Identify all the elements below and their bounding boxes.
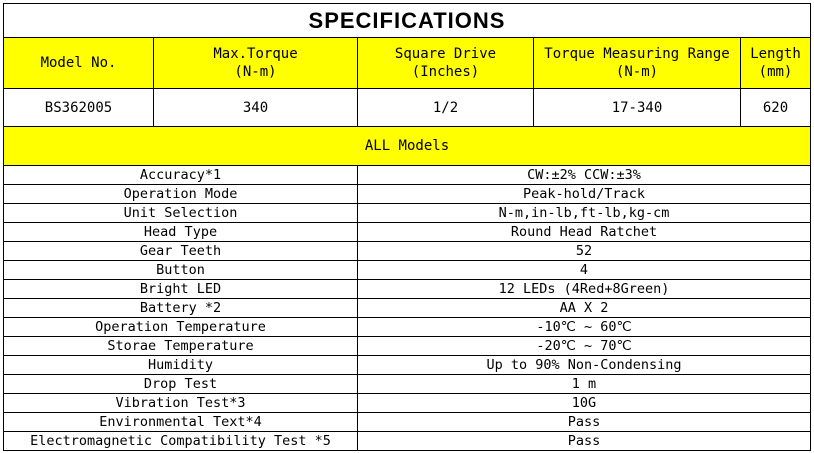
page-title: SPECIFICATIONS (3, 3, 811, 38)
spec-label: Electromagnetic Compatibility Test *5 (3, 431, 358, 451)
all-models-banner: ALL Models (3, 126, 811, 166)
spec-label: Unit Selection (3, 203, 358, 223)
spec-value: 12 LEDs (4Red+8Green) (357, 279, 811, 299)
spec-row (3, 355, 811, 375)
length-cell: 620 (740, 88, 811, 127)
spec-row (3, 393, 811, 413)
spec-value: Round Head Ratchet (357, 222, 811, 242)
spec-label: Operation Mode (3, 184, 358, 204)
torque-range-cell: 17-340 (533, 88, 741, 127)
spec-label: Drop Test (3, 374, 358, 394)
spec-row (3, 203, 811, 223)
max-torque-cell: 340 (153, 88, 358, 127)
spec-label: Environmental Text*4 (3, 412, 358, 432)
spec-label: Operation Temperature (3, 317, 358, 337)
spec-row (3, 222, 811, 242)
spec-value: Peak-hold/Track (357, 184, 811, 204)
model-number-cell: BS362005 (3, 88, 154, 127)
spec-value: AA X 2 (357, 298, 811, 318)
header-length (740, 37, 811, 89)
spec-value: 4 (357, 260, 811, 280)
spec-value: -10℃ ~ 60℃ (357, 317, 811, 337)
spec-label: Accuracy*1 (3, 165, 358, 185)
square-drive-cell: 1/2 (357, 88, 534, 127)
spec-row (3, 317, 811, 337)
spec-row (3, 260, 811, 280)
spec-value: N-m,in-lb,ft-lb,kg-cm (357, 203, 811, 223)
spec-label: Bright LED (3, 279, 358, 299)
spec-value: Pass (357, 431, 811, 451)
header-square-drive (357, 37, 534, 89)
header-label: Max.Torque (213, 46, 298, 62)
spec-label: Head Type (3, 222, 358, 242)
spec-label: Gear Teeth (3, 241, 358, 261)
header-unit: (N-m) (615, 64, 659, 80)
spec-row (3, 336, 811, 356)
header-model-no (3, 37, 154, 89)
spec-value: -20℃ ~ 70℃ (357, 336, 811, 356)
header-unit: (mm) (758, 64, 793, 80)
spec-row (3, 184, 811, 204)
header-label: Torque Measuring Range (544, 46, 730, 62)
spec-row (3, 165, 811, 185)
spec-row (3, 279, 811, 299)
spec-label: Vibration Test*3 (3, 393, 358, 413)
spec-value: CW:±2% CCW:±3% (357, 165, 811, 185)
header-label: Length (750, 46, 801, 62)
spec-row (3, 374, 811, 394)
spec-value: 10G (357, 393, 811, 413)
spec-label: Humidity (3, 355, 358, 375)
spec-label: Storae Temperature (3, 336, 358, 356)
spec-value: 52 (357, 241, 811, 261)
spec-row (3, 431, 811, 451)
spec-row (3, 241, 811, 261)
header-unit: (N-m) (234, 64, 277, 80)
spec-value: Pass (357, 412, 811, 432)
spec-label: Battery *2 (3, 298, 358, 318)
header-torque-range (533, 37, 741, 89)
spec-value: 1 m (357, 374, 811, 394)
spec-row (3, 298, 811, 318)
spec-row (3, 412, 811, 432)
header-label: Model No. (40, 55, 117, 71)
spec-label: Button (3, 260, 358, 280)
header-unit: (Inches) (411, 64, 480, 80)
header-label: Square Drive (394, 46, 497, 62)
spec-value: Up to 90% Non-Condensing (357, 355, 811, 375)
header-max-torque (153, 37, 358, 89)
